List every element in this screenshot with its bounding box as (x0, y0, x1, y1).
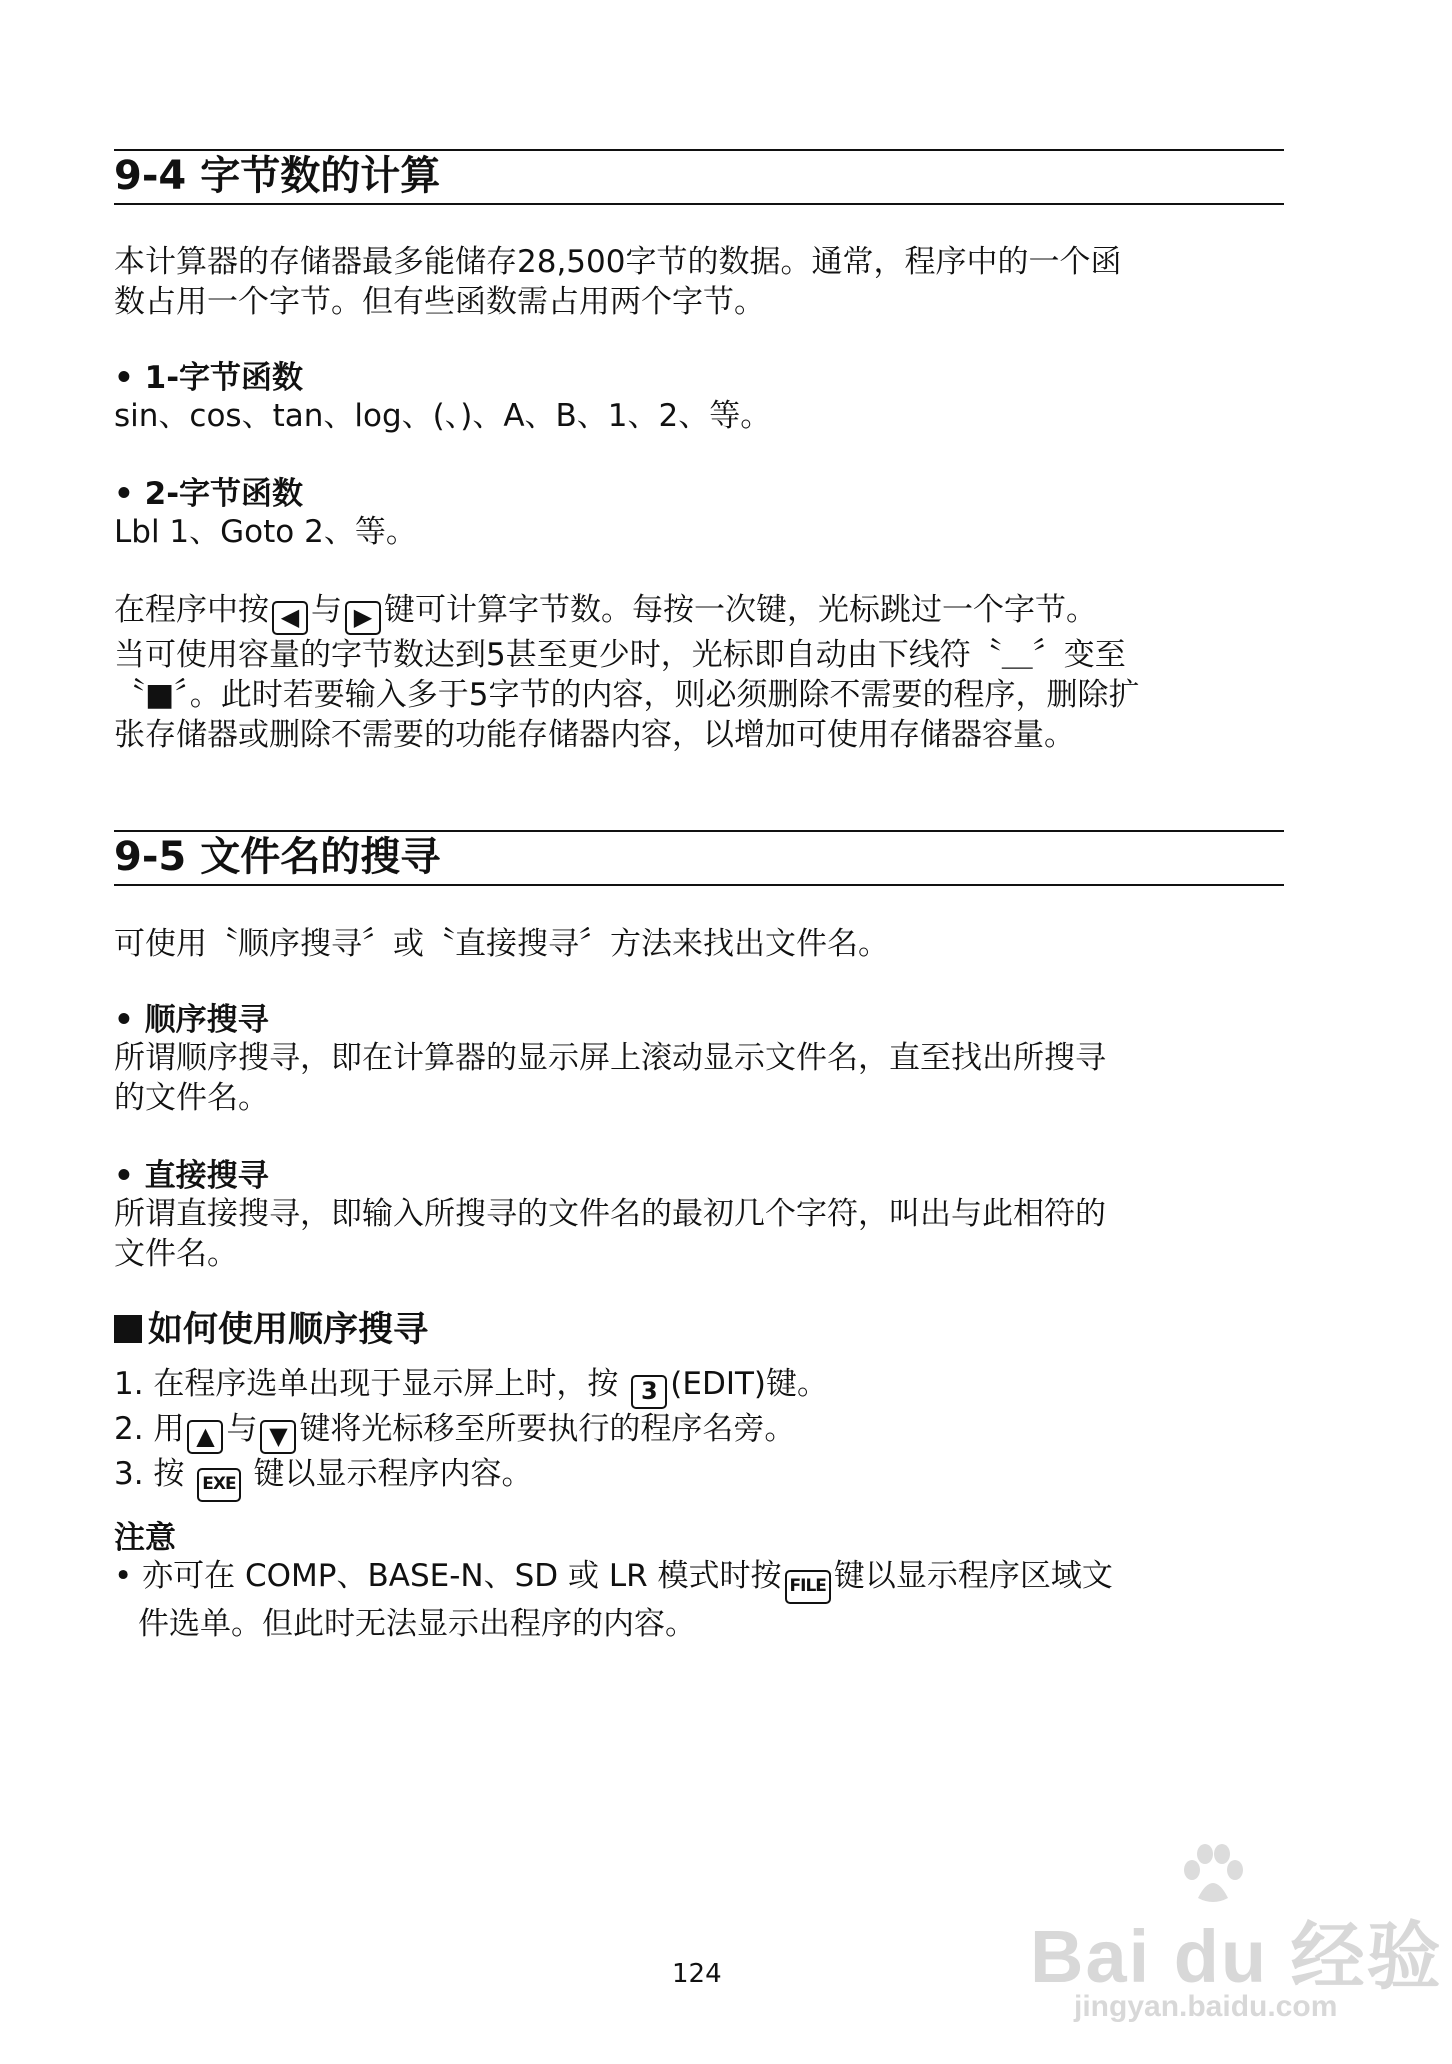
text-line: 的文件名。 (114, 1080, 269, 1116)
text-line: 当可使用容量的字节数达到5甚至更少时，光标即自动由下线符〝＿〞变至 (114, 637, 1126, 673)
bullet-dot: • (114, 360, 145, 396)
section-top-rule (114, 830, 1284, 832)
heading-number: 2 (144, 476, 167, 512)
text-line (114, 590, 1284, 635)
note-title: 注意 (114, 1520, 176, 1556)
two-byte-heading (114, 474, 303, 514)
text-line: 数占用一个字节。但有些函数需占用两个字节。 (114, 284, 765, 320)
text-line: sin、cos、tan、log、(、)、A、B、1、2、等。 (114, 398, 772, 434)
file-key-icon: FILE (785, 1570, 831, 1604)
text-line: 〝■〞。此时若要输入多于5字节的内容，则必须删除不需要的程序，删除扩 (114, 677, 1140, 713)
text-line (114, 1556, 1113, 1604)
watermark-brand: Bai du 经验 (1030, 1915, 1443, 1998)
text-fragment: 与 (226, 1411, 258, 1447)
bullet-dot: • (114, 1002, 145, 1038)
heading-number: 1 (144, 360, 167, 396)
text-line: 可使用〝顺序搜寻〞或〝直接搜寻〞方法来找出文件名。 (114, 926, 889, 962)
heading-text: 如何使用顺序搜寻 (148, 1310, 429, 1350)
direct-search-body (114, 1194, 1284, 1274)
text-line: 文件名。 (114, 1236, 238, 1272)
text-fragment: 键以显示程序区域文 (833, 1558, 1113, 1594)
howto-steps (114, 1364, 828, 1502)
key-3-icon: 3 (631, 1375, 667, 1409)
intro-paragraph (114, 242, 1284, 322)
text-line: 所谓顺序搜寻，即在计算器的显示屏上滚动显示文件名，直至找出所搜寻 (114, 1040, 1106, 1076)
exe-key-icon: EXE (197, 1468, 240, 1502)
text-fragment: 3. 按 (114, 1456, 185, 1492)
bullet-dot: • (114, 1158, 145, 1194)
howto-heading (114, 1308, 428, 1352)
sequential-search-body (114, 1038, 1284, 1118)
direct-search-heading (114, 1156, 269, 1196)
section-number: 9-5 (114, 834, 187, 880)
search-intro (114, 924, 1284, 964)
baidu-watermark (1030, 1840, 1443, 2040)
text-fragment: 1. 在程序选单出现于显示屏上时，按 (114, 1366, 619, 1402)
page-number: 124 (672, 1959, 722, 1989)
up-arrow-key-icon: ▲ (187, 1420, 223, 1454)
text-fragment: 与 (311, 592, 342, 628)
heading-text: -字节函数 (166, 360, 304, 396)
left-arrow-key-icon: ◀ (272, 601, 308, 635)
text-fragment: 在程序中按 (114, 592, 269, 628)
heading-text: 直接搜寻 (144, 1158, 269, 1194)
text-line: Lbl 1、Goto 2、等。 (114, 514, 417, 550)
text-line: 张存储器或删除不需要的功能存储器内容，以增加可使用存储器容量。 (114, 717, 1075, 753)
text-line: 件选单。但此时无法显示出程序的内容。 (138, 1606, 696, 1642)
section-title-9-4 (114, 152, 440, 200)
section-bottom-rule (114, 884, 1284, 886)
down-arrow-key-icon: ▼ (260, 1420, 296, 1454)
text-line: 本计算器的存储器最多能储存28,500字节的数据。通常，程序中的一个函 (114, 244, 1122, 280)
section-bottom-rule (114, 203, 1284, 205)
step-2 (114, 1409, 828, 1454)
text-fragment: • 亦可在 COMP、BASE-N、SD 或 LR 模式时按 (114, 1558, 782, 1594)
square-bullet-icon (114, 1315, 142, 1343)
text-fragment: 键以显示程序内容。 (253, 1456, 533, 1492)
one-byte-heading (114, 358, 303, 398)
two-byte-functions (114, 512, 1284, 552)
right-arrow-key-icon: ▶ (345, 601, 381, 635)
section-title-9-5 (114, 833, 440, 881)
section-title-text: 字节数的计算 (200, 153, 441, 199)
step-1 (114, 1364, 828, 1409)
section-title-text: 文件名的搜寻 (200, 834, 441, 880)
note-item (114, 1556, 1113, 1644)
text-fragment: 键将光标移至所要执行的程序名旁。 (299, 1411, 796, 1447)
one-byte-functions (114, 396, 1284, 436)
section-number: 9-4 (114, 153, 187, 199)
cursor-paragraph (114, 590, 1284, 755)
section-top-rule (114, 149, 1284, 151)
watermark-url: jingyan.baidu.com (1074, 1990, 1338, 2023)
heading-text: -字节函数 (166, 476, 304, 512)
text-fragment: 键可计算字节数。每按一次键，光标跳过一个字节。 (384, 592, 1097, 628)
heading-text: 顺序搜寻 (144, 1002, 269, 1038)
sequential-search-heading (114, 1000, 269, 1040)
text-fragment: 2. 用 (114, 1411, 185, 1447)
text-line: 所谓直接搜寻，即输入所搜寻的文件名的最初几个字符，叫出与此相符的 (114, 1196, 1106, 1232)
bullet-dot: • (114, 476, 145, 512)
text-fragment: (EDIT)键。 (670, 1366, 829, 1402)
step-3 (114, 1454, 828, 1502)
